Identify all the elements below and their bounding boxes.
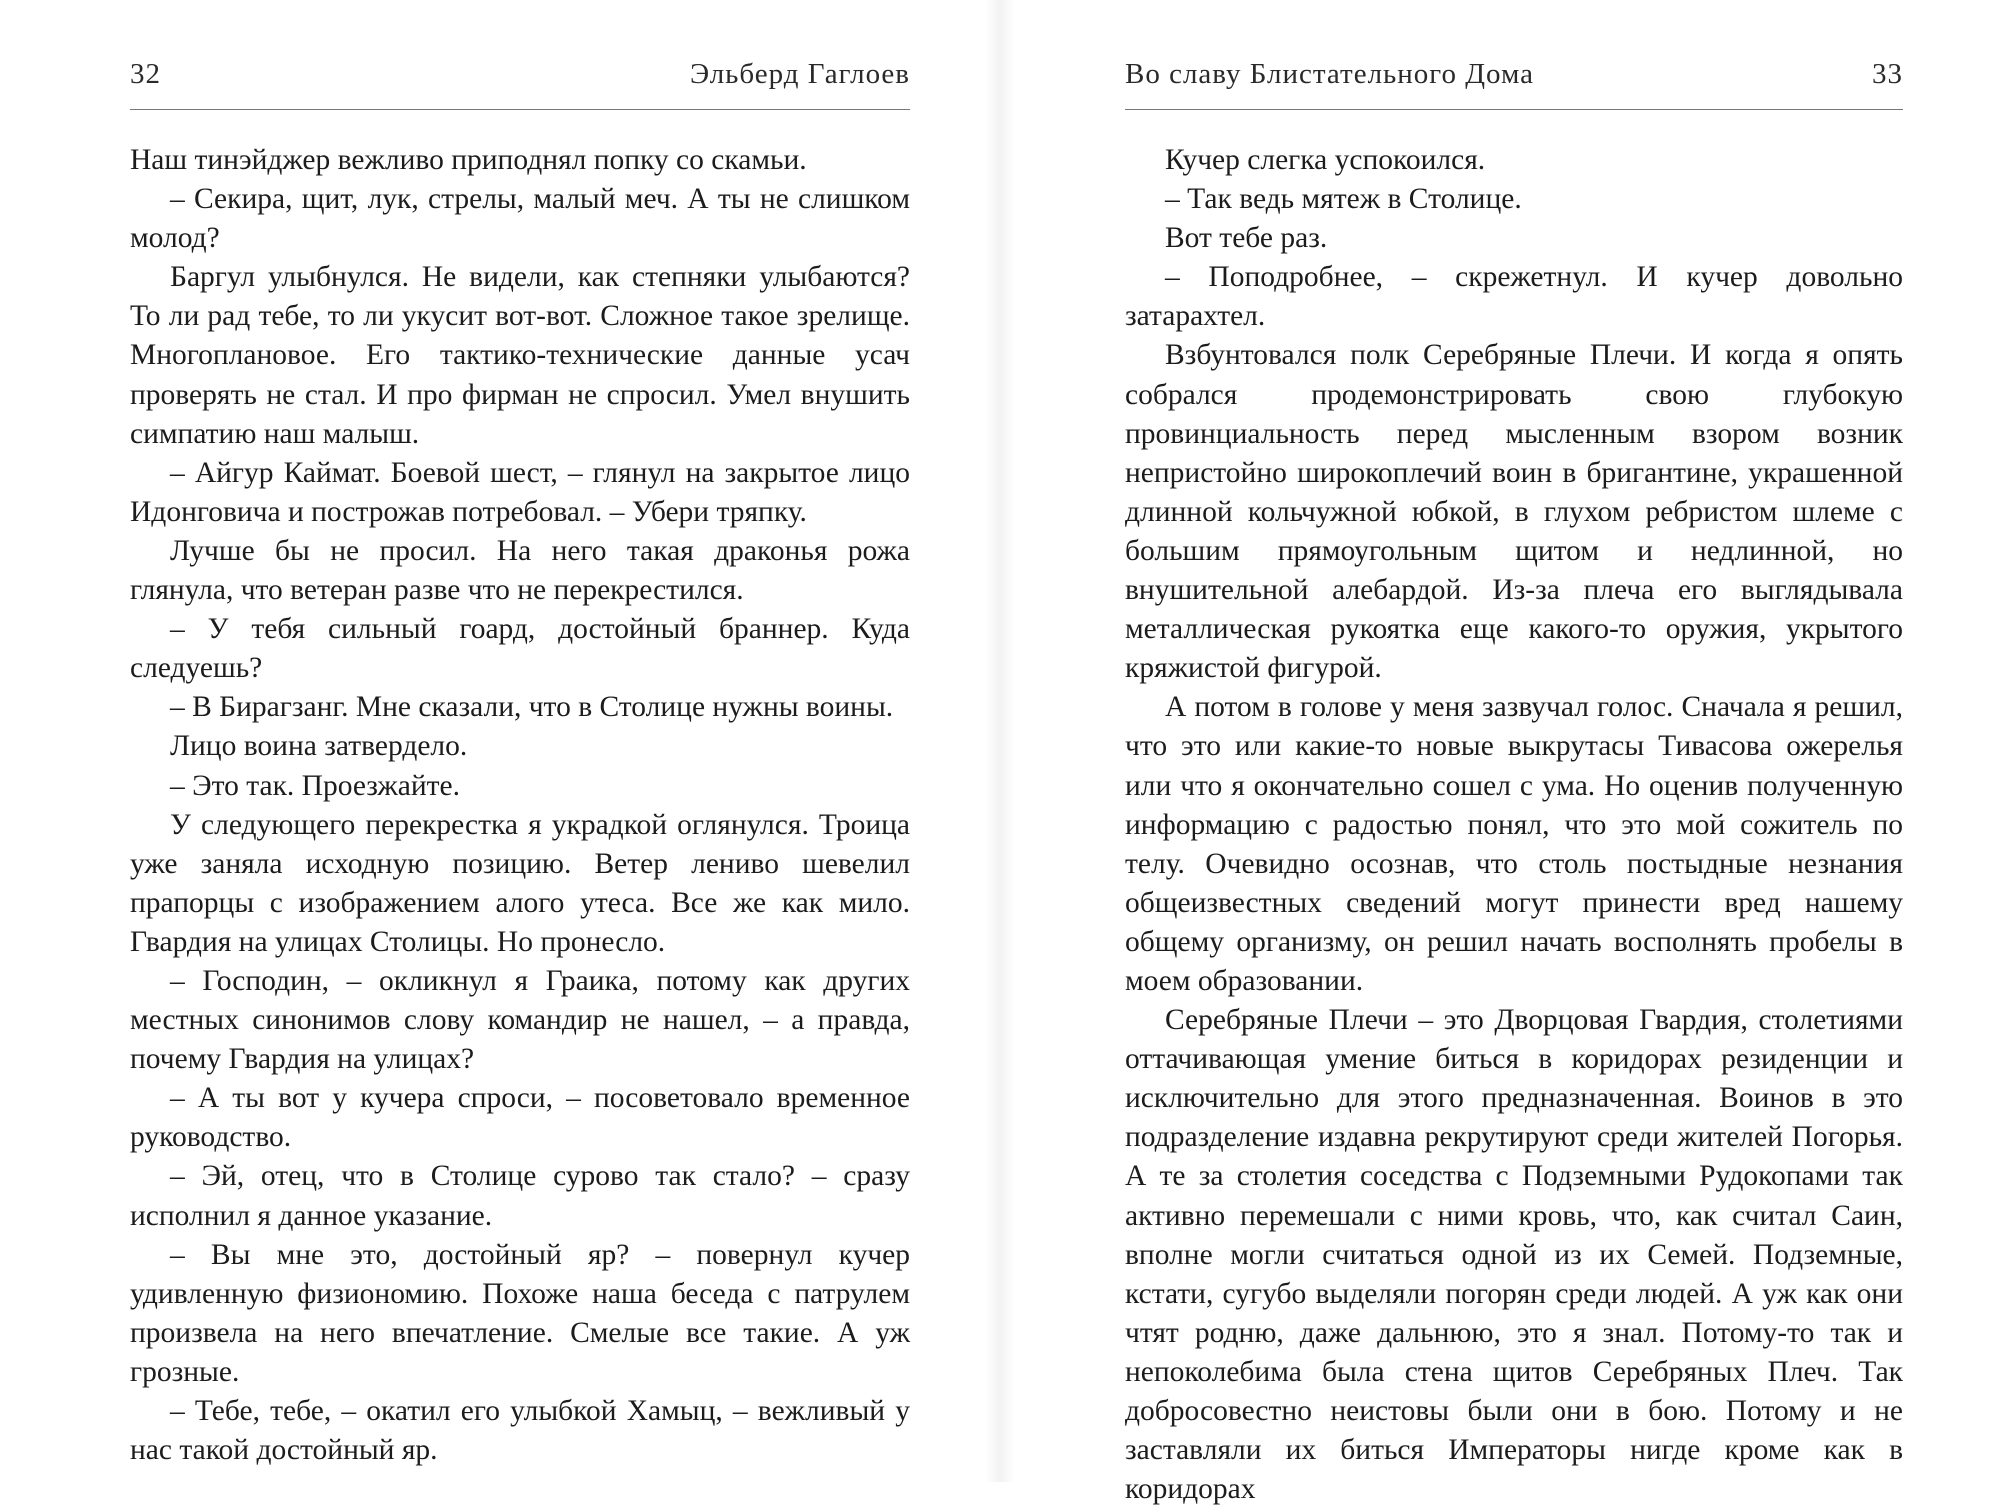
paragraph: – Поподробнее, – скрежетнул. И кучер довольно затарахтел.	[1125, 261, 1903, 333]
paragraph: – Айгур Каймат. Боевой шест, – глянул на закрытое лицо Идонговича и построжав потребовал. – Убери тряпку.	[130, 456, 910, 528]
left-page-body	[130, 141, 910, 1470]
paragraph: Взбунтовался полк Серебряные Плечи. И когда я опять собрался продемонстрировать свою глубокую провинциальность перед мысленным взором возник непристойно широкоплечий воин в бригантине, украшенной длинной кольчужной юбкой, в глухом ребристом шлеме с большим прямоугольным щитом и недлинной, но внушительной алебардой. Из-за плеча его выглядывала металлическая рукоятка еще какого-то оружия, укрытого кряжистой фигурой.	[1125, 339, 1903, 685]
paragraph: – А ты вот у кучера спроси, – посоветовало временное руководство.	[130, 1082, 910, 1154]
left-page-number: 32	[130, 58, 161, 90]
paragraph: У следующего перекрестка я украдкой оглянулся. Троица уже заняла исходную позицию. Ветер лениво шевелил прапорцы с изображением алого утеса. Все же как мило. Гвардия на улицах Столицы. Но пронесло.	[130, 808, 910, 958]
paragraph: – Господин, – окликнул я Граика, потому как других местных синонимов слову командир не нашел, – а правда, почему Гвардия на улицах?	[130, 964, 910, 1076]
paragraph: Лицо воина затвердело.	[170, 730, 468, 763]
paragraph: – Эй, отец, что в Столице сурово так стало? – сразу исполнил я данное указание.	[130, 1160, 910, 1232]
right-page	[1000, 0, 2000, 1506]
paragraph: – Тебе, тебе, – окатил его улыбкой Хамыц, – вежливый у нас такой достойный яр.	[130, 1395, 910, 1467]
paragraph: – В Бирагзанг. Мне сказали, что в Столице нужны воины.	[170, 691, 894, 724]
paragraph: – Вы мне это, достойный яр? – повернул кучер удивленную физиономию. Похоже наша беседа с патрулем произвела на него впечатление. Смелые все такие. А уж грозные.	[130, 1238, 910, 1388]
paragraph: Вот тебе раз.	[1165, 222, 1328, 255]
paragraph: А потом в голове у меня зазвучал голос. Сначала я решил, что это или какие-то новые выкрутасы Тивасова ожерелья или что я окончательно сошел с ума. Но оценив полученную информацию с радостью понял, что это мой сожитель по телу. Очевидно осознав, что столь постыдные незнания общеизвестных сведений могут принести вред нашему общему организму, он решил начать восполнять пробелы в моем образовании.	[1125, 691, 1903, 997]
right-page-number: 33	[1872, 58, 1903, 90]
paragraph: – Секира, щит, лук, стрелы, малый меч. А ты не слишком молод?	[130, 183, 910, 255]
left-running-head-author: Эльберд Гаглоев	[689, 58, 910, 90]
paragraph: Кучер слегка успокоился.	[1165, 144, 1486, 176]
paragraph: – У тебя сильный гоард, достойный браннер. Куда следуешь?	[130, 613, 910, 685]
paragraph: Наш тинэйджер вежливо приподнял попку со скамьи.	[130, 144, 807, 176]
left-running-header	[130, 58, 910, 98]
paragraph: – Это так. Проезжайте.	[170, 769, 461, 802]
right-header-rule	[1125, 109, 1903, 110]
left-header-rule	[130, 109, 910, 110]
paragraph: Баргул улыбнулся. Не видели, как степняки улыбаются? То ли рад тебе, то ли укусит вот-вот. Сложное такое зрелище. Многоплановое. Его тактико-технические данные усач проверять не стал. И про фирман не спросил. Умел внушить симпатию наш малыш.	[130, 261, 910, 450]
left-page	[0, 0, 1000, 1482]
right-running-header	[1125, 58, 1903, 98]
right-running-head-title: Во славу Блистательного Дома	[1125, 58, 1534, 90]
paragraph: Лучше бы не просил. На него такая драконья рожа глянула, что ветеран разве что не перекрестился.	[130, 534, 910, 607]
right-page-body	[1125, 141, 1903, 1509]
paragraph: Серебряные Плечи – это Дворцовая Гвардия, столетиями оттачивающая умение биться в коридорах резиденции и исключительно для этого предназначенная. Воинов в это подразделение издавна рекрутируют среди жителей Погорья. А те за столетия соседства с Подземными Рудокопами так активно перемешали с ними кровь, что, как считал Саин, вполне могли считаться одной из их Семей. Подземные, кстати, сугубо выделяли погорян среди людей. А уж как они чтят родню, даже дальнюю, это я знал. Потому-то так и непоколебима была стена щитов Серебряных Плеч. Так добросовестно неистовы были они в бою. Потому и не заставляли их биться Императоры нигде кроме как в коридорах	[1125, 1004, 1903, 1506]
paragraph: – Так ведь мятеж в Столице.	[1165, 183, 1522, 216]
